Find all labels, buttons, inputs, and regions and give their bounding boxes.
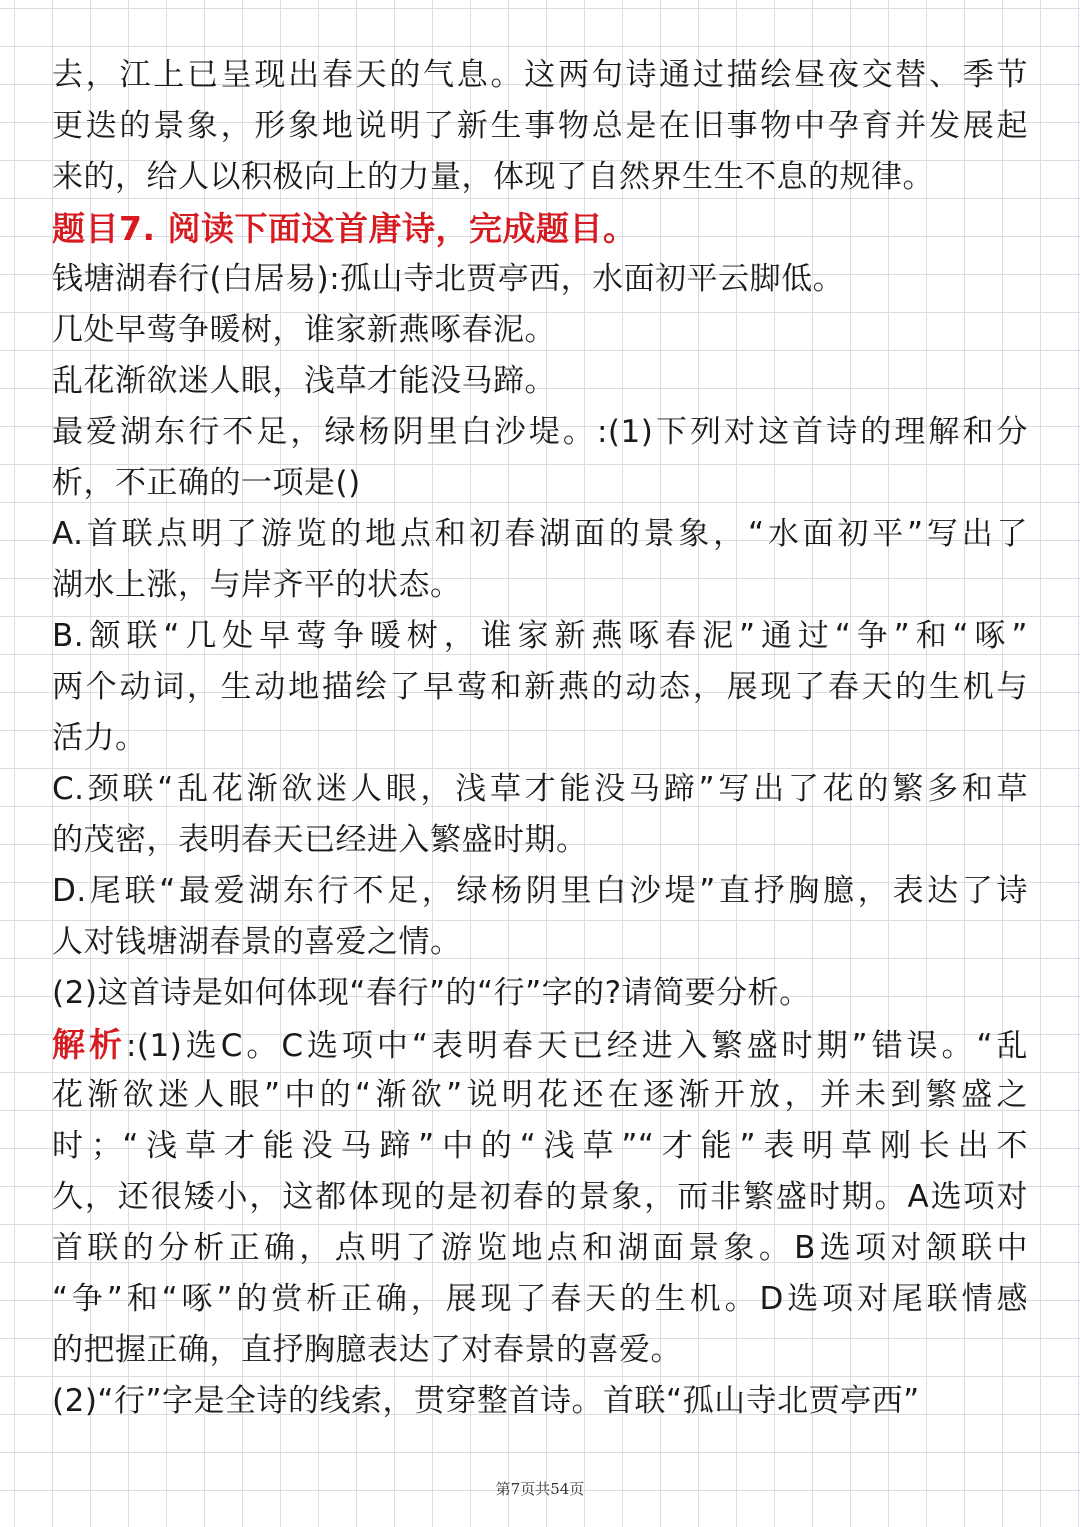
option-b: 两个动词，生动地描绘了早莺和新燕的动态，展现了春天的生机与 <box>52 669 1028 705</box>
analysis-line: (2)“行”字是全诗的线索，贯穿整首诗。首联“孤山寺北贾亭西” <box>52 1383 920 1419</box>
option-b: 活力。 <box>52 720 147 756</box>
option-d: 人对钱塘湖春景的喜爱之情。 <box>52 924 462 960</box>
analysis-text: :(1)选C。C选项中“表明春天已经进入繁盛时期”错误。“乱 <box>125 1028 1029 1064</box>
document-page <box>52 50 1032 1427</box>
option-a: A.首联点明了游览的地点和初春湖面的景象，“水面初平”写出了 <box>52 516 1028 552</box>
poem-line: 最爱湖东行不足，绿杨阴里白沙堤。:(1)下列对这首诗的理解和分 <box>52 414 1028 450</box>
analysis-line: 久，还很矮小，这都体现的是初春的景象，而非繁盛时期。A选项对 <box>52 1179 1028 1215</box>
question-title: 题目7. 阅读下面这首唐诗，完成题目。 <box>52 209 637 248</box>
analysis-line: 时；“浅草才能没马蹄”中的“浅草”“才能”表明草刚长出不 <box>52 1128 1028 1164</box>
page-number: 第7页共54页 <box>495 1480 585 1498</box>
text-line: 更迭的景象，形象地说明了新生事物总是在旧事物中孕育并发展起 <box>52 108 1028 144</box>
option-d: D.尾联“最爱湖东行不足，绿杨阴里白沙堤”直抒胸臆，表达了诗 <box>52 873 1028 909</box>
option-c: 的茂密，表明春天已经进入繁盛时期。 <box>52 822 588 858</box>
analysis-line: “争”和“啄”的赏析正确，展现了春天的生机。D选项对尾联情感 <box>52 1281 1028 1317</box>
poem-line: 几处早莺争暖树，谁家新燕啄春泥。 <box>52 312 556 348</box>
option-a: 湖水上涨，与岸齐平的状态。 <box>52 567 462 603</box>
analysis-line: 花渐欲迷人眼”中的“渐欲”说明花还在逐渐开放，并未到繁盛之 <box>52 1077 1028 1113</box>
poem-line: 钱塘湖春行(白居易):孤山寺北贾亭西，水面初平云脚低。 <box>52 261 845 297</box>
analysis-line <box>52 1019 1028 1070</box>
poem-line: 乱花渐欲迷人眼，浅草才能没马蹄。 <box>52 363 556 399</box>
question-2: (2)这首诗是如何体现“春行”的“行”字的?请简要分析。 <box>52 975 811 1011</box>
option-b: B.颔联“几处早莺争暖树，谁家新燕啄春泥”通过“争”和“啄” <box>52 618 1028 654</box>
text-line: 来的，给人以积极向上的力量，体现了自然界生生不息的规律。 <box>52 159 934 195</box>
analysis-line: 的把握正确，直抒胸臆表达了对春景的喜爱。 <box>52 1332 682 1368</box>
text-line: 去，江上已呈现出春天的气息。这两句诗通过描绘昼夜交替、季节 <box>52 57 1028 93</box>
question-line: 析，不正确的一项是() <box>52 465 361 501</box>
analysis-line: 首联的分析正确，点明了游览地点和湖面景象。B选项对颔联中 <box>52 1230 1028 1266</box>
analysis-label: 解析 <box>52 1025 126 1064</box>
option-c: C.颈联“乱花渐欲迷人眼，浅草才能没马蹄”写出了花的繁多和草 <box>52 771 1028 807</box>
